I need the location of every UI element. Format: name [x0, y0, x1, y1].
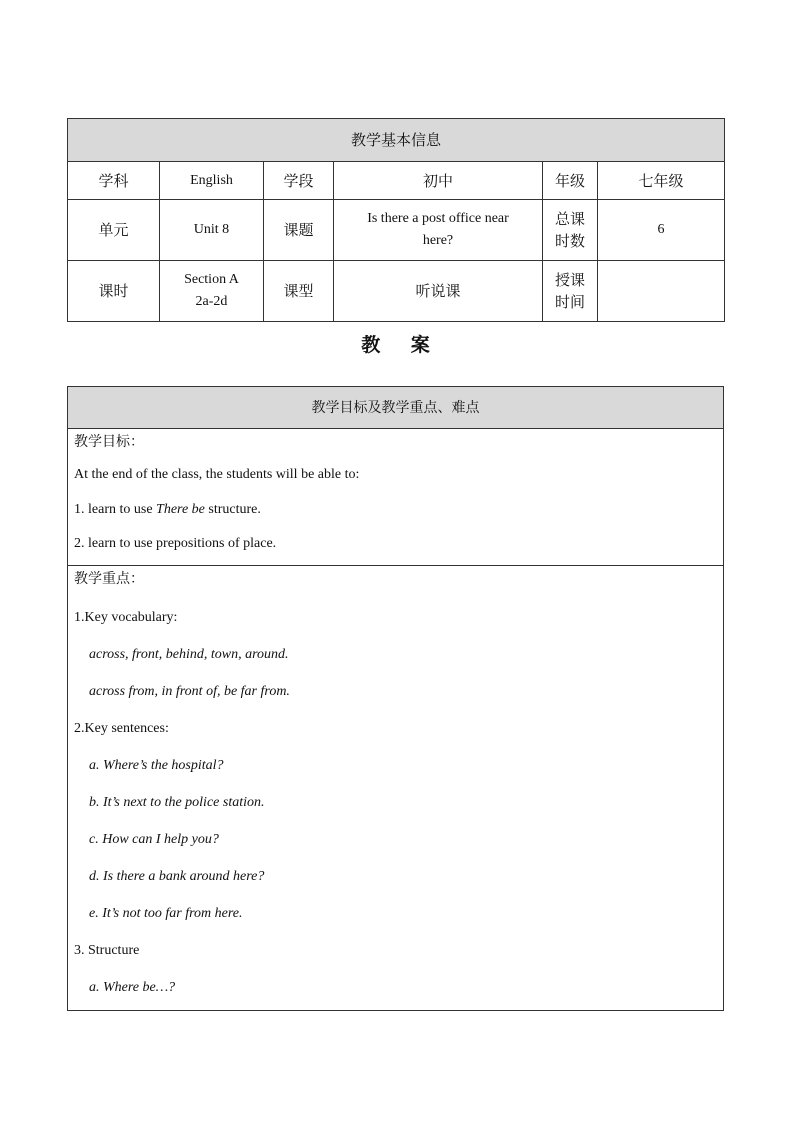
plan-table-header: 教学目标及教学重点、难点 [68, 387, 724, 429]
total-periods-label: 总课时数 [543, 200, 598, 261]
structure-item-a: a. Where be…? [89, 980, 176, 995]
stage-label: 学段 [264, 162, 334, 200]
objective-item-1-prefix: 1. learn to use [74, 502, 157, 517]
objectives-cell [68, 429, 724, 566]
period-label: 课时 [68, 261, 160, 322]
stage-value: 初中 [334, 162, 543, 200]
objective-item-1 [74, 493, 717, 527]
lesson-type-label: 课型 [264, 261, 334, 322]
unit-label: 单元 [68, 200, 160, 261]
info-table-header: 教学基本信息 [68, 119, 725, 162]
objective-item-1-suffix: structure. [204, 502, 261, 517]
sentence-item: b. It’s next to the police station. [89, 795, 265, 810]
key-points-cell [68, 566, 724, 1011]
teaching-time-label: 授课时间 [543, 261, 598, 322]
basic-info-section [67, 118, 724, 359]
total-periods-value: 6 [598, 200, 725, 261]
objectives-label: 教学目标： [74, 434, 144, 450]
key-points-label: 教学重点： [74, 571, 144, 587]
plan-title: 教 案 [361, 334, 442, 356]
subject-value: English [160, 162, 264, 200]
sentences-title: 2.Key sentences: [74, 721, 169, 736]
sentence-item: a. Where’s the hospital? [89, 758, 224, 773]
sentence-item: e. It’s not too far from here. [89, 906, 243, 921]
topic-label: 课题 [264, 200, 334, 261]
topic-value: Is there a post office near here? [334, 200, 543, 261]
lesson-type-value: 听说课 [334, 261, 543, 322]
period-value: Section A 2a-2d [160, 261, 264, 322]
teaching-time-value [598, 261, 725, 322]
basic-info-table [67, 118, 725, 322]
objective-item-1-italic: There be [156, 502, 205, 517]
plan-section [67, 386, 724, 1011]
vocab-title: 1.Key vocabulary: [74, 610, 178, 625]
plan-table [67, 386, 724, 1011]
grade-value: 七年级 [598, 162, 725, 200]
subject-label: 学科 [68, 162, 160, 200]
sentence-item: d. Is there a bank around here? [89, 869, 265, 884]
objective-item-2: 2. learn to use prepositions of place. [74, 536, 277, 551]
sentence-item: c. How can I help you? [89, 832, 219, 847]
unit-value: Unit 8 [160, 200, 264, 261]
vocab-line-2: across from, in front of, be far from. [89, 684, 290, 699]
structure-title: 3. Structure [74, 943, 140, 958]
grade-label: 年级 [543, 162, 598, 200]
vocab-line-1: across, front, behind, town, around. [89, 647, 289, 662]
objectives-intro: At the end of the class, the students will be able to: [74, 467, 360, 482]
